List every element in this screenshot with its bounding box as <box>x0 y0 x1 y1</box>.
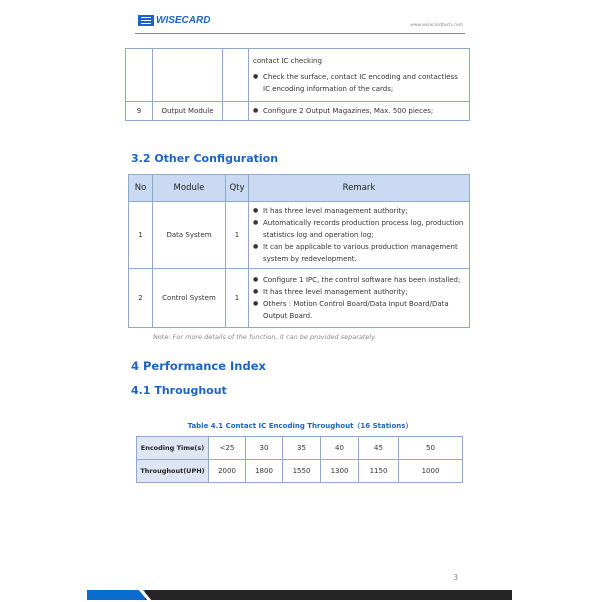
cell-time: 30 <box>246 437 283 460</box>
cell-module: Data System <box>153 202 226 269</box>
remark-bullet: ● Others : Motion Control Board/Data Input Board/Data Output Board. <box>253 298 465 322</box>
row-label: Encoding Time(s) <box>137 437 209 460</box>
table-row <box>137 460 463 483</box>
table-row <box>126 49 470 102</box>
remark-bullet: ● It has three level management authority; <box>253 286 465 298</box>
section-heading: 3.2 Other Configuration <box>131 152 279 165</box>
company-logo <box>138 15 210 26</box>
logo-text: WISECARD <box>156 15 211 26</box>
remark-bullet: ● Configure 2 Output Magazines, Max. 500 pieces; <box>253 105 465 117</box>
remark-bullet: ● Check the surface, contact IC encoding and contactless IC encoding information of the cards; <box>253 71 465 95</box>
section-heading: 4 Performance Index <box>131 359 266 373</box>
table-row <box>129 269 470 328</box>
footer-accent <box>87 590 145 600</box>
header-no: No <box>129 175 153 202</box>
table-row <box>129 202 470 269</box>
table-caption: Table 4.1 Contact IC Encoding Throughout（16 Stations） <box>187 422 413 430</box>
remark-bullet: ● Configure 1 IPC, the control software has been installed; <box>253 274 465 286</box>
cell-no: 9 <box>126 102 153 121</box>
header-qty: Qty <box>226 175 249 202</box>
header-url: www.wisecardtech.com <box>410 23 463 28</box>
header-module: Module <box>153 175 226 202</box>
cell-time: <25 <box>209 437 246 460</box>
other-configuration-table <box>128 174 470 328</box>
header-divider <box>135 33 465 34</box>
cell-qty <box>223 102 249 121</box>
remark-bullet: ● It has three level management authority; <box>253 205 465 217</box>
cell-uph: 1550 <box>283 460 321 483</box>
cell-uph: 1000 <box>399 460 463 483</box>
note-text: For more details of the function, it can be provided separately. <box>172 333 377 341</box>
table-row <box>137 437 463 460</box>
throughput-table <box>136 436 463 483</box>
logo-icon <box>138 15 154 26</box>
cell-no: 1 <box>129 202 153 269</box>
cell-no: 2 <box>129 269 153 328</box>
table-header-row <box>129 175 470 202</box>
cell-no <box>126 49 153 102</box>
table-row <box>126 102 470 121</box>
cell-uph: 1150 <box>359 460 399 483</box>
cell-uph: 1800 <box>246 460 283 483</box>
cell-module <box>153 49 223 102</box>
note <box>153 333 377 341</box>
cell-time: 45 <box>359 437 399 460</box>
cell-time: 40 <box>321 437 359 460</box>
cell-remark <box>249 102 470 121</box>
cell-time: 50 <box>399 437 463 460</box>
remark-bullet: ● Automatically records production process log, production statistics log and operation log; <box>253 217 465 241</box>
cell-qty: 1 <box>226 202 249 269</box>
cell-uph: 2000 <box>209 460 246 483</box>
cell-qty <box>223 49 249 102</box>
cell-uph: 1300 <box>321 460 359 483</box>
cell-module: Output Module <box>153 102 223 121</box>
cell-module: Control System <box>153 269 226 328</box>
configuration-table-continued <box>125 48 470 121</box>
row-label: Throughout(UPH) <box>137 460 209 483</box>
cell-time: 35 <box>283 437 321 460</box>
subsection-heading: 4.1 Throughout <box>131 384 227 397</box>
page-number: 3 <box>453 573 459 582</box>
cell-remark <box>249 269 470 328</box>
remark-bullet: ● It can be applicable to various production management system by redevelopment. <box>253 241 465 265</box>
cell-remark <box>249 202 470 269</box>
note-label: Note: <box>153 333 171 341</box>
header-remark: Remark <box>249 175 470 202</box>
remark-text: contact IC checking <box>253 57 322 65</box>
cell-remark <box>249 49 470 102</box>
cell-qty: 1 <box>226 269 249 328</box>
